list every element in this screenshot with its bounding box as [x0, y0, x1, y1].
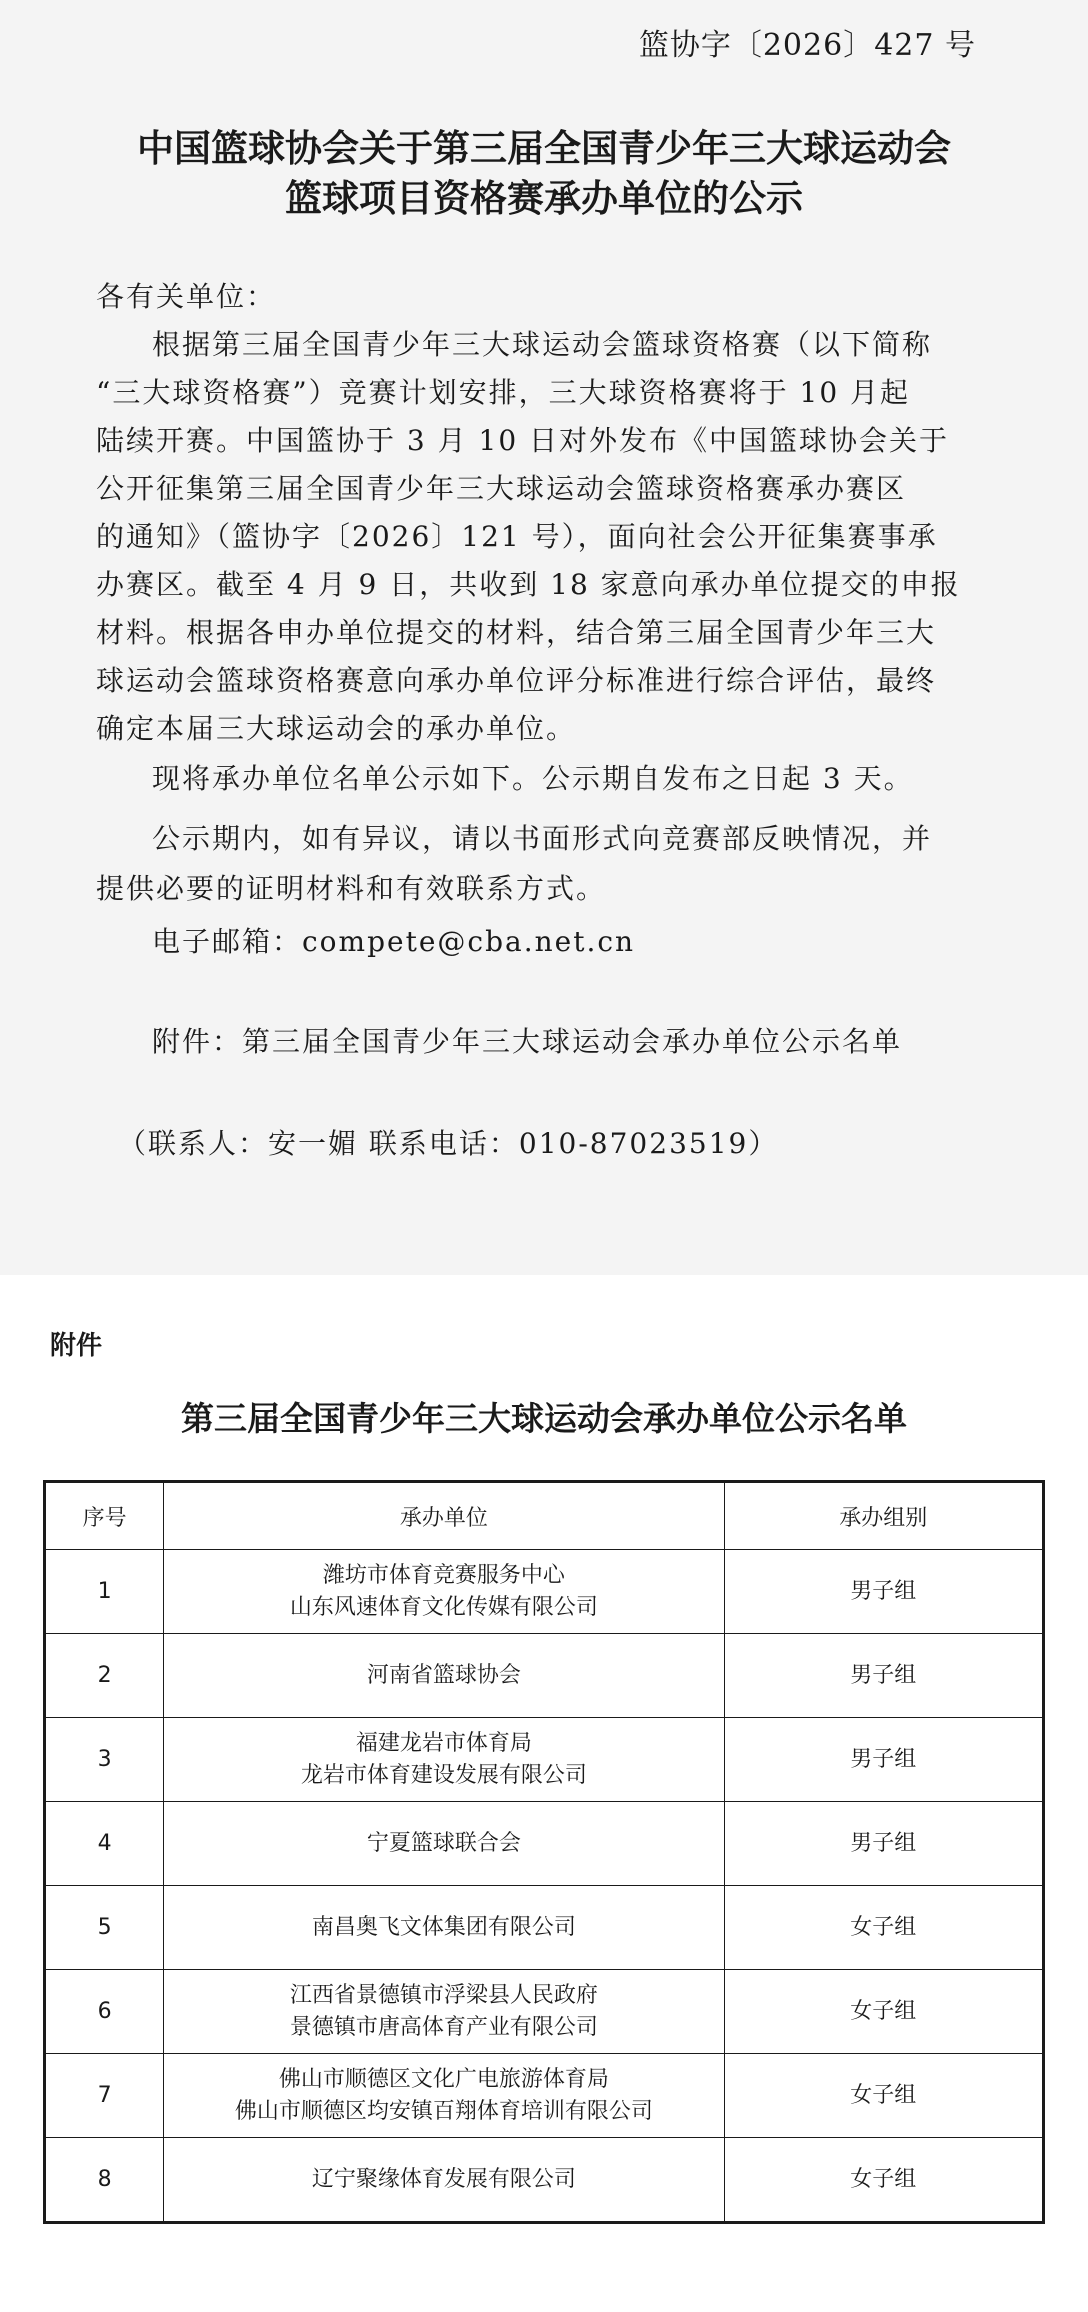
host-unit-name: 佛山市顺德区文化广电旅游体育局	[278, 2066, 609, 2092]
header-number: 序号	[45, 1482, 164, 1550]
row-number: 8	[45, 2138, 164, 2223]
contact-email: 电子邮箱：compete@cba.net.cn	[152, 925, 636, 958]
group-cell: 女子组	[724, 2054, 1043, 2138]
group-cell: 男子组	[724, 1550, 1043, 1634]
host-unit-name: 景德镇市唐高体育产业有限公司	[289, 2014, 598, 2040]
row-number: 4	[45, 1802, 164, 1886]
host-unit-name: 福建龙岩市体育局	[355, 1730, 532, 1756]
host-unit-cell	[164, 1802, 724, 1886]
table-row	[45, 2054, 1044, 2138]
group-cell: 女子组	[724, 1970, 1043, 2054]
body-paragraph-line: 根据第三届全国青少年三大球运动会篮球资格赛（以下简称	[152, 328, 933, 361]
notice-title-line1: 中国篮球协会关于第三届全国青少年三大球运动会	[137, 126, 951, 170]
table-row	[45, 2138, 1044, 2223]
body-paragraph-line: 办赛区。截至 4 月 9 日，共收到 18 家意向承办单位提交的申报	[96, 568, 961, 601]
contact-info: （联系人：安一媚 联系电话：010-87023519）	[118, 1127, 779, 1160]
host-unit-name: 宁夏篮球联合会	[366, 1830, 521, 1856]
body-paragraph-line: 陆续开赛。中国篮协于 3 月 10 日对外发布《中国篮球协会关于	[96, 424, 950, 457]
table-header-row	[45, 1482, 1044, 1550]
notice-title-line2: 篮球项目资格赛承办单位的公示	[285, 176, 803, 220]
row-number: 3	[45, 1718, 164, 1802]
host-unit-cell	[164, 2054, 724, 2138]
body-paragraph-line: 提供必要的证明材料和有效联系方式。	[96, 872, 607, 905]
group-cell: 女子组	[724, 1886, 1043, 1970]
table-row	[45, 1718, 1044, 1802]
host-unit-name: 辽宁聚缘体育发展有限公司	[311, 2166, 576, 2192]
group-cell: 女子组	[724, 2138, 1043, 2223]
table-row	[45, 1970, 1044, 2054]
row-number: 1	[45, 1550, 164, 1634]
body-paragraph-line: 确定本届三大球运动会的承办单位。	[96, 712, 577, 745]
host-units-table	[43, 1480, 1045, 2224]
host-unit-name: 江西省景德镇市浮梁县人民政府	[289, 1982, 598, 2008]
body-paragraph-line: “三大球资格赛”）竞赛计划安排，三大球资格赛将于 10 月起	[96, 376, 911, 409]
header-group: 承办组别	[724, 1482, 1043, 1550]
header-host-unit: 承办单位	[164, 1482, 724, 1550]
group-cell: 男子组	[724, 1802, 1043, 1886]
row-number: 2	[45, 1634, 164, 1718]
host-unit-cell	[164, 1550, 724, 1634]
body-paragraph-line: 球运动会篮球资格赛意向承办单位评分标准进行综合评估，最终	[96, 664, 937, 697]
host-unit-name: 潍坊市体育竞赛服务中心	[322, 1562, 565, 1588]
host-unit-name: 佛山市顺德区均安镇百翔体育培训有限公司	[234, 2098, 653, 2124]
body-paragraph-line: 公开征集第三届全国青少年三大球运动会篮球资格赛承办赛区	[96, 472, 907, 505]
document-number: 篮协字〔2026〕427 号	[638, 28, 976, 63]
body-paragraph-line: 现将承办单位名单公示如下。公示期自发布之日起 3 天。	[152, 762, 914, 795]
attachment-reference: 附件：第三届全国青少年三大球运动会承办单位公示名单	[152, 1025, 903, 1058]
salutation: 各有关单位：	[96, 280, 277, 313]
host-unit-cell	[164, 1634, 724, 1718]
host-unit-cell	[164, 1718, 724, 1802]
row-number: 5	[45, 1886, 164, 1970]
host-unit-name: 龙岩市体育建设发展有限公司	[300, 1762, 587, 1788]
host-unit-cell	[164, 1970, 724, 2054]
body-paragraph-line: 公示期内，如有异议，请以书面形式向竞赛部反映情况，并	[152, 822, 933, 855]
row-number: 7	[45, 2054, 164, 2138]
host-unit-cell	[164, 2138, 724, 2223]
table-row	[45, 1886, 1044, 1970]
body-paragraph-line: 的通知》（篮协字〔2026〕121 号），面向社会公开征集赛事承	[96, 520, 938, 553]
table-row	[45, 1550, 1044, 1634]
group-cell: 男子组	[724, 1634, 1043, 1718]
attachment-label: 附件	[50, 1331, 103, 1361]
attachment-title: 第三届全国青少年三大球运动会承办单位公示名单	[181, 1399, 907, 1438]
host-unit-name: 南昌奥飞文体集团有限公司	[311, 1914, 576, 1940]
group-cell: 男子组	[724, 1718, 1043, 1802]
row-number: 6	[45, 1970, 164, 2054]
host-unit-cell	[164, 1886, 724, 1970]
host-unit-name: 河南省篮球协会	[366, 1662, 521, 1688]
host-unit-name: 山东风速体育文化传媒有限公司	[289, 1594, 598, 1620]
body-paragraph-line: 材料。根据各申办单位提交的材料，结合第三届全国青少年三大	[96, 616, 937, 649]
table-row	[45, 1802, 1044, 1886]
table-row	[45, 1634, 1044, 1718]
